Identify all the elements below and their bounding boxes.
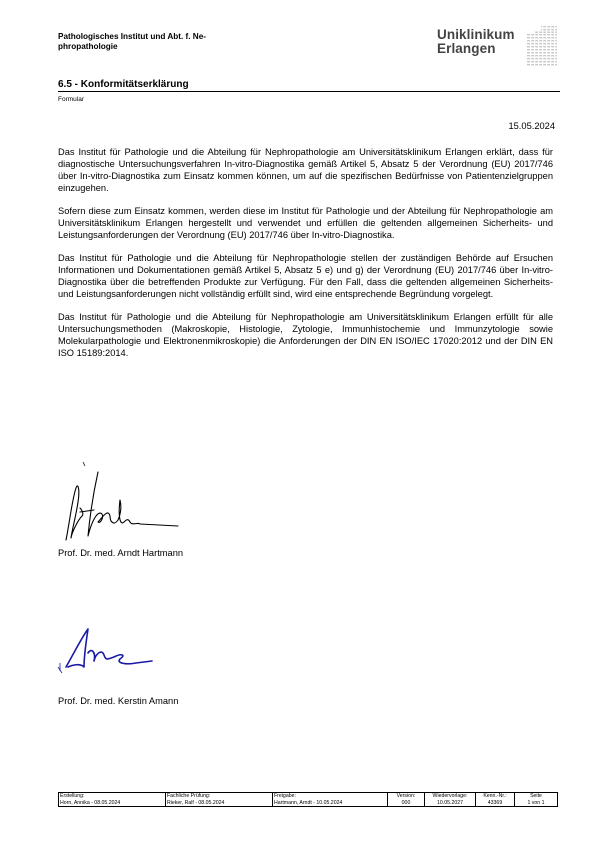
institution-name: Pathologisches Institut und Abt. f. Ne-phropathologie — [58, 32, 206, 51]
paragraph: Sofern diese zum Einsatz kommen, werden diese im Institut für Pathologie und der Abteilung für Nephropathologie am Universitätsklinikum Erlangen hergestellt und verwendet und erfüllen die geltenden allgemeinen Sicherheits- und Leistungsanforderungen der Verordnung (EU) 2017/746 über In-vitro-Diagnostika. — [58, 206, 553, 240]
logo-text-line1: Uniklinikum — [437, 27, 515, 42]
footer-cell-seite: Seite 1 von 1 — [515, 793, 558, 807]
logo-text-line2: Erlangen — [437, 41, 496, 56]
footer-cell-erstellung: Erstellung: Horn, Annika - 08.05.2024 — [59, 793, 166, 807]
signatory-name: Prof. Dr. med. Arndt Hartmann — [58, 548, 184, 558]
logo-text — [437, 28, 515, 56]
footer-cell-freigabe: Freigabe: Hartmann, Arndt - 10.05.2024 — [273, 793, 388, 807]
uniklinikum-logo — [437, 26, 557, 70]
document-control-footer — [58, 792, 558, 807]
form-label: Formular — [58, 96, 85, 103]
declaration-body — [58, 146, 553, 370]
footer-cell-version: Version: 000 — [388, 793, 425, 807]
footer-cell-kenn-nr: Kenn.-Nr.: 43369 — [476, 793, 515, 807]
paragraph: Das Institut für Pathologie und die Abteilung für Nephropathologie stellen der zuständigen Behörde auf Ersuchen Informationen und Dokumentationen gemäß Artikel 5, Absatz 5 e) und g) der Verordnung (EU) 2017/746 über In-vitro-Diagnostika über die betreffenden Produkte zur Verfügung. Für den Fall, dass die geltenden allgemeinen Sicherheits- und Leistungsanforderungen nicht vollständig erfüllt sind, wird eine entsprechende Begründung vorgelegt. — [58, 253, 553, 299]
signature-hartmann — [58, 460, 193, 545]
document-date: 15.05.2024 — [508, 121, 555, 131]
title-divider — [58, 91, 560, 92]
document-title: 6.5 - Konformitätserklärung — [58, 79, 189, 90]
footer-cell-wiedervorlage: Wiedervorlage: 10.05.2027 — [425, 793, 476, 807]
signature-amann — [56, 623, 156, 678]
paragraph: Das Institut für Pathologie und die Abteilung für Nephropathologie am Universitätsklinikum Erlangen erklärt, dass für diagnostische Untersuchungsverfahren In-vitro-Diagnostika gemäß Artikel 5, Absatz 5 der Verordnung (EU) 2017/746 über In-vitro-Diagnostika zum Einsatz kommen können, um auf die spezifischen Bedürfnisse von Patientenzielgruppen einzugehen. — [58, 147, 553, 193]
logo-bars-icon — [527, 26, 557, 68]
paragraph: Das Institut für Pathologie und die Abteilung für Nephropathologie am Universitätsklinikum Erlangen erfüllt für alle Untersuchungsmethoden (Makroskopie, Histologie, Zytologie, Immunhistochemie und Immunzytologie sowie Molekularpathologie und Elektronenmikroskopie) die Anforderungen der DIN EN ISO/IEC 17020:2012 und der DIN EN ISO 15189:2014. — [58, 312, 553, 358]
footer-cell-pruefung: Fachliche Prüfung: Rieker, Ralf - 08.05.2024 — [166, 793, 273, 807]
signatory-name: Prof. Dr. med. Kerstin Amann — [58, 696, 179, 706]
